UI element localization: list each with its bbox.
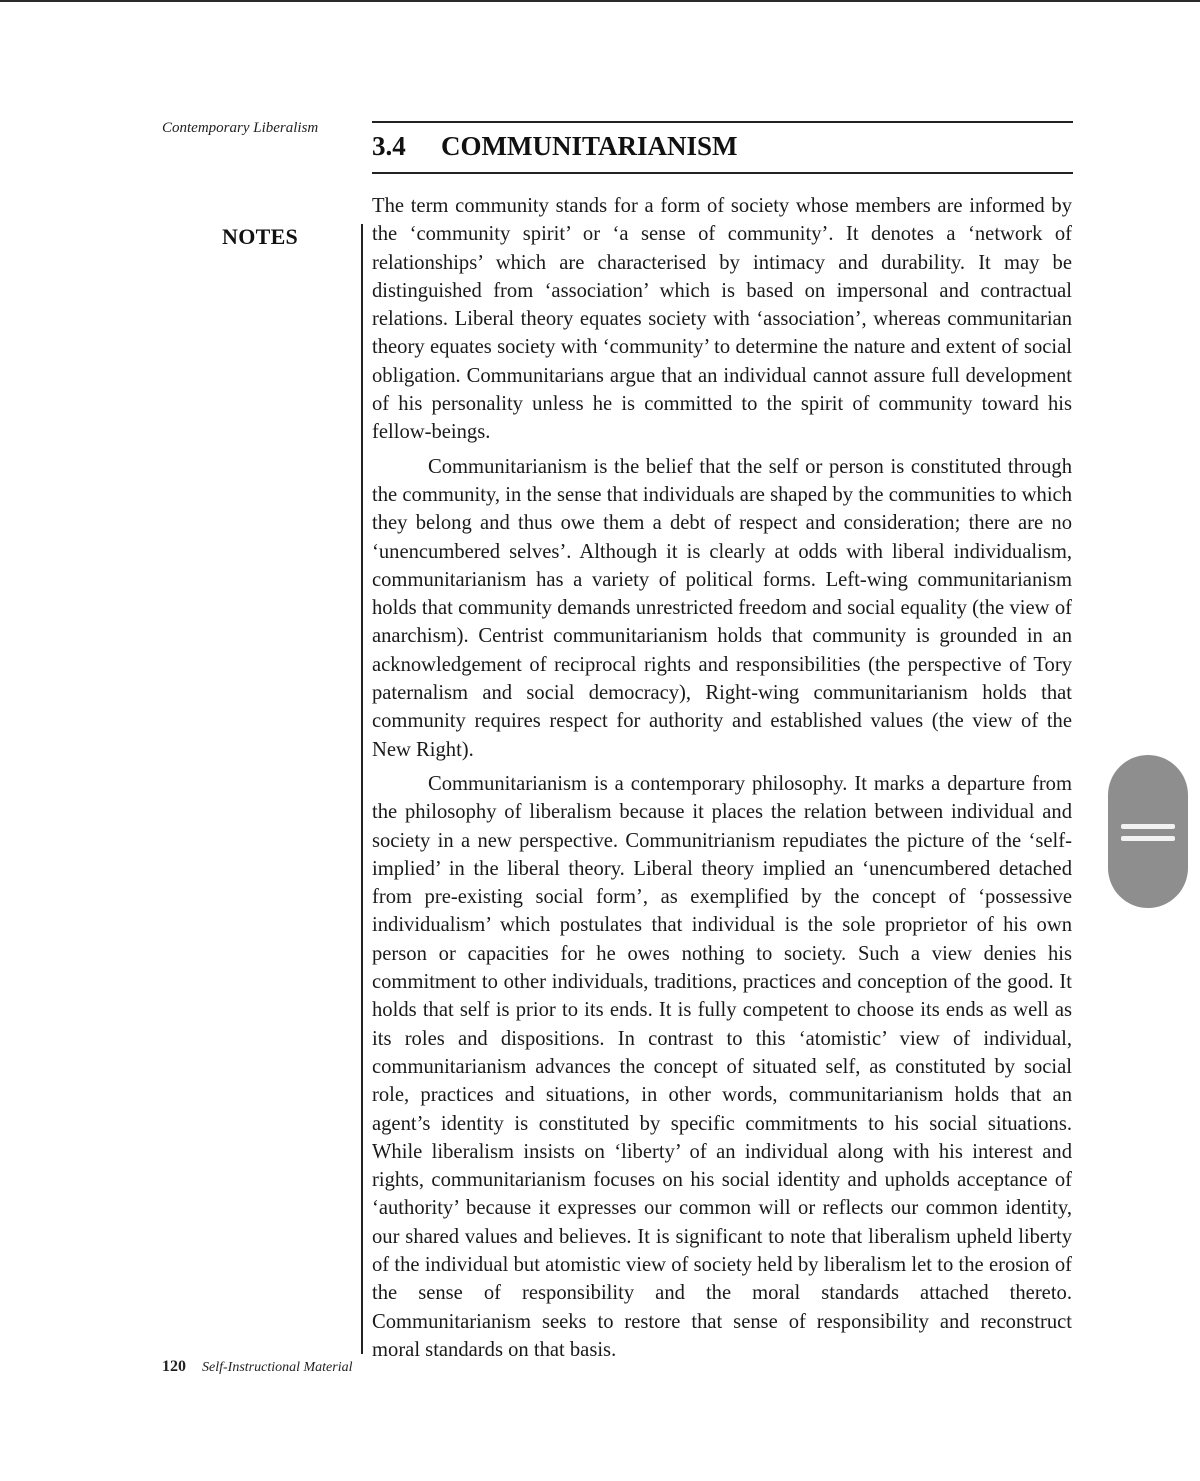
heading-rule-bottom: [372, 172, 1073, 174]
footer-label: Self-Instructional Material: [202, 1360, 353, 1375]
paragraph-2: Communitarianism is the belief that the self or person is constituted through the community, in the sense that individuals are shaped by the communities to which they belong and thus owe them a debt of respect and consideration; there are no ‘unencumbered selves’. Although it is clearly at odds with liberal individualism, communitarianism has a variety of political forms. Left-wing communitarianism holds that community demands unrestricted freedom and social equality (the view of anarchism). Centrist communitarianism holds that community is grounded in an acknowledgement of reciprocal rights and responsibilities (the perspective of Tory paternalism and social democracy), Right-wing communitarianism holds that community requires respect for authority and established values (the view of the New Right).: [372, 455, 1072, 761]
grip-line-bottom: [1121, 836, 1175, 841]
page-top-border: [0, 0, 1200, 2]
paragraph-3: Communitarianism is a contemporary philosophy. It marks a departure from the philosophy of liberalism because it places the relation between individual and society in a new perspective. Communitrianism repudiates the picture of the ‘self-implied’ in the liberal theory. Liberal theory implied an ‘unencumbered detached from pre-existing social form’, as exemplified by the concept of ‘possessive individualism’ which postulates that individual is the sole proprietor of his own person or capacities for he owes nothing to society. Such a view denies his commitment to other individuals, traditions, practices and conception of the good. It holds that self is prior to its ends. It is fully competent to choose its ends as well as its roles and dispositions. In contrast to this ‘atomistic’ view of individual, communitarianism advances the concept of situated self, as constituted by social role, practices and situations, in other words, communitarianism holds that an agent’s identity is constituted by specific commitments to his social situations. While liberalism insists on ‘liberty’ of an individual along with his interest and rights, communitarianism focuses on his social identity and upholds acceptance of ‘authority’ because it expresses our common will or reflects our common identity, our shared values and believes. It is significant to note that liberalism upheld liberty of the individual but atomistic view of society held by liberalism let to the erosion of the sense of responsibility and the moral standards attached thereto. Communitarianism seeks to restore that sense of responsibility and reconstruct moral standards on that basis.: [372, 772, 1072, 1361]
body-text: [372, 192, 1072, 1370]
grip-line-top: [1121, 824, 1175, 829]
notes-label: NOTES: [222, 224, 299, 249]
paragraph-1: The term community stands for a form of society whose members are informed by the ‘community spirit’ or ‘a sense of community’. It denotes a ‘network of relationships’ which are characterised by intimacy and durability. It may be distinguished from ‘association’ which is based on impersonal and contractual relations. Liberal theory equates society with ‘association’, whereas communitarian theory equates society with ‘community’ to determine the nature and extent of social obligation. Communitarians argue that an individual cannot assure full development of his personality unless he is committed to the spirit of community toward his fellow-beings.: [372, 195, 1072, 444]
heading-rule-top: [372, 121, 1073, 123]
drag-handle-icon[interactable]: [1108, 755, 1188, 908]
notes-divider: [361, 224, 363, 1354]
page-number: 120: [162, 1358, 186, 1375]
section-number: 3.4: [372, 131, 406, 161]
running-head: Contemporary Liberalism: [162, 120, 319, 136]
section-title: COMMUNITARIANISM: [441, 131, 738, 161]
section-heading: [372, 131, 738, 162]
page-footer: [162, 1358, 352, 1376]
